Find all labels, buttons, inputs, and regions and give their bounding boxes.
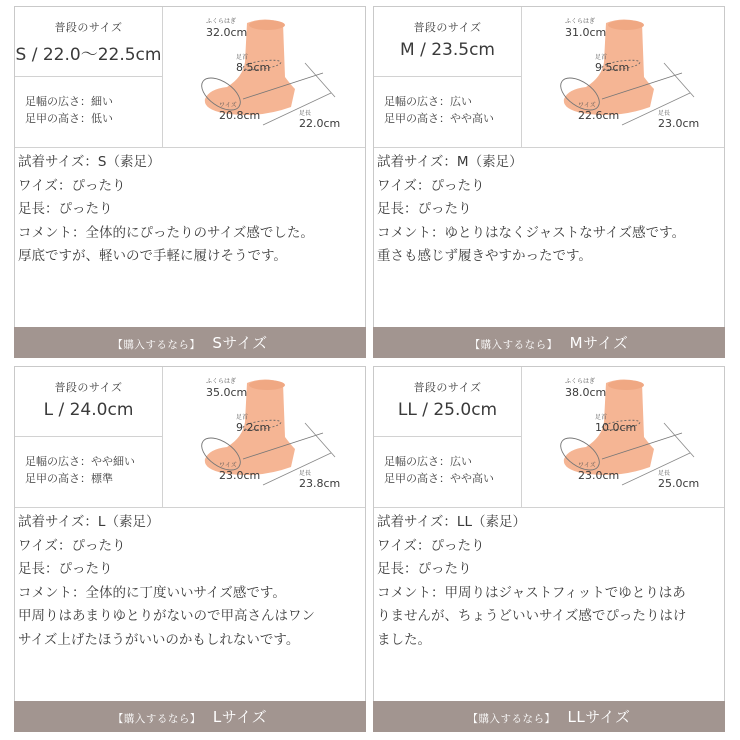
- usual-size-label: 普段のサイズ: [54, 21, 123, 34]
- ankle-label: 足首: [236, 414, 249, 421]
- foot-width-attr: 足幅の広さ：広い: [384, 95, 472, 108]
- usual-size-value: L / 24.0cm: [43, 400, 134, 420]
- comment-line: 試着サイズ：LL（素足）: [377, 514, 526, 530]
- buy-size-button[interactable]: [14, 701, 366, 732]
- usual-size-value: S / 22.0〜22.5cm: [15, 45, 162, 65]
- calf-value: 32.0cm: [206, 26, 248, 39]
- review-comment: [15, 148, 365, 328]
- comment-line: 試着サイズ：S（素足）: [18, 154, 161, 170]
- comment-line: ワイズ：ぴったり: [18, 177, 126, 194]
- ankle-value: 9.5cm: [595, 61, 630, 74]
- foot-diagram: [522, 7, 724, 147]
- length-value: 25.0cm: [658, 477, 700, 490]
- comment-line: コメント：ゆとりはなくジャストなサイズ感です。: [377, 224, 686, 241]
- review-comment: [374, 148, 724, 328]
- buy-prefix: 【購入するなら】: [469, 339, 558, 351]
- comment-line: コメント：全体的にぴったりのサイズ感でした。: [18, 224, 314, 241]
- comment-line: 足長：ぴったり: [377, 561, 472, 577]
- foot-width-attr: 足幅の広さ：やや細い: [25, 455, 135, 468]
- foot-attributes: [15, 77, 162, 127]
- card-header: [15, 7, 365, 148]
- ankle-label: 足首: [595, 414, 608, 421]
- usual-size-label: 普段のサイズ: [413, 21, 482, 34]
- wise-value: 22.6cm: [578, 109, 620, 122]
- size-review-card-3: [14, 366, 366, 732]
- wise-value: 23.0cm: [578, 469, 620, 482]
- wise-label: ワイズ: [219, 462, 237, 469]
- ankle-value: 9.2cm: [236, 421, 271, 434]
- size-review-card-4: [373, 366, 725, 732]
- length-label: 足長: [299, 470, 312, 477]
- foot-diagram: [522, 367, 724, 507]
- comment-line: 厚底ですが、軽いので手軽に履けそうです。: [18, 248, 287, 264]
- comment-line: 足長：ぴったり: [18, 201, 113, 217]
- length-value: 23.0cm: [658, 117, 700, 130]
- comment-line: 足長：ぴったり: [18, 561, 113, 577]
- card-header: [374, 367, 724, 508]
- foot-attributes: [15, 437, 162, 487]
- wise-label: ワイズ: [219, 102, 237, 109]
- buy-size-button[interactable]: [14, 327, 366, 358]
- buy-size: Sサイズ: [212, 334, 268, 352]
- comment-line: 試着サイズ：L（素足）: [18, 514, 160, 530]
- comment-line: ワイズ：ぴったり: [377, 537, 485, 554]
- usual-size-section: [374, 7, 521, 77]
- calf-label: ふくらはぎ: [565, 18, 596, 25]
- comment-line: 足長：ぴったり: [377, 201, 472, 217]
- comment-line: ワイズ：ぴったり: [377, 177, 485, 194]
- instep-height-attr: 足甲の高さ：低い: [25, 112, 113, 125]
- calf-value: 35.0cm: [206, 386, 248, 399]
- length-value: 23.8cm: [299, 477, 341, 490]
- length-label: 足長: [658, 470, 671, 477]
- size-box: [15, 367, 163, 507]
- foot-width-attr: 足幅の広さ：広い: [384, 455, 472, 468]
- size-review-card-2: [373, 6, 725, 358]
- ankle-label: 足首: [595, 54, 608, 61]
- instep-height-attr: 足甲の高さ：やや高い: [384, 112, 494, 125]
- instep-height-attr: 足甲の高さ：標準: [25, 472, 113, 485]
- foot-attributes: [374, 77, 521, 127]
- comment-line: コメント：甲周りはジャストフィットでゆとりはあ: [377, 584, 686, 601]
- comment-line: ました。: [377, 631, 431, 648]
- ankle-value: 10.0cm: [595, 421, 637, 434]
- instep-height-attr: 足甲の高さ：やや高い: [384, 472, 494, 485]
- comment-line: ワイズ：ぴったり: [18, 537, 126, 554]
- comment-line: りませんが、ちょうどいいサイズ感でぴったりはけ: [377, 608, 687, 624]
- wise-value: 20.8cm: [219, 109, 261, 122]
- calf-value: 31.0cm: [565, 26, 607, 39]
- usual-size-value: LL / 25.0cm: [397, 400, 498, 420]
- foot-width-attr: 足幅の広さ：細い: [25, 95, 113, 108]
- buy-prefix: 【購入するなら】: [112, 713, 201, 725]
- size-box: [374, 7, 522, 147]
- buy-prefix: 【購入するなら】: [112, 339, 201, 351]
- usual-size-section: [15, 7, 162, 77]
- usual-size-section: [374, 367, 521, 437]
- size-box: [374, 367, 522, 507]
- comment-line: 重さも感じず履きやすかったです。: [377, 248, 592, 264]
- length-value: 22.0cm: [299, 117, 341, 130]
- comment-line: 甲周りはあまりゆとりがないので甲高さんはワン: [18, 608, 315, 624]
- calf-label: ふくらはぎ: [206, 378, 237, 385]
- calf-value: 38.0cm: [565, 386, 607, 399]
- comment-line: コメント：全体的に丁度いいサイズ感です。: [18, 584, 286, 601]
- comment-line: 試着サイズ：M（素足）: [377, 154, 523, 170]
- size-box: [15, 7, 163, 147]
- buy-size: Mサイズ: [569, 334, 629, 352]
- buy-prefix: 【購入するなら】: [467, 713, 556, 725]
- comment-line: サイズ上げたほうがいいのかもしれないです。: [18, 631, 300, 648]
- size-review-card-1: [14, 6, 366, 358]
- review-comment: [374, 508, 724, 688]
- card-header: [374, 7, 724, 148]
- foot-diagram: [163, 7, 365, 147]
- foot-diagram: [163, 367, 365, 507]
- buy-size-button[interactable]: [373, 701, 725, 732]
- buy-size-button[interactable]: [373, 327, 725, 358]
- ankle-value: 8.5cm: [236, 61, 271, 74]
- wise-label: ワイズ: [578, 102, 596, 109]
- usual-size-label: 普段のサイズ: [413, 381, 482, 394]
- wise-value: 23.0cm: [219, 469, 261, 482]
- foot-attributes: [374, 437, 521, 487]
- buy-size: LLサイズ: [567, 708, 631, 726]
- length-label: 足長: [299, 110, 312, 117]
- buy-size: Lサイズ: [212, 708, 268, 726]
- calf-label: ふくらはぎ: [206, 18, 237, 25]
- usual-size-section: [15, 367, 162, 437]
- usual-size-label: 普段のサイズ: [54, 381, 123, 394]
- usual-size-value: M / 23.5cm: [400, 40, 495, 60]
- review-comment: [15, 508, 365, 688]
- wise-label: ワイズ: [578, 462, 596, 469]
- calf-label: ふくらはぎ: [565, 378, 596, 385]
- ankle-label: 足首: [236, 54, 249, 61]
- length-label: 足長: [658, 110, 671, 117]
- card-header: [15, 367, 365, 508]
